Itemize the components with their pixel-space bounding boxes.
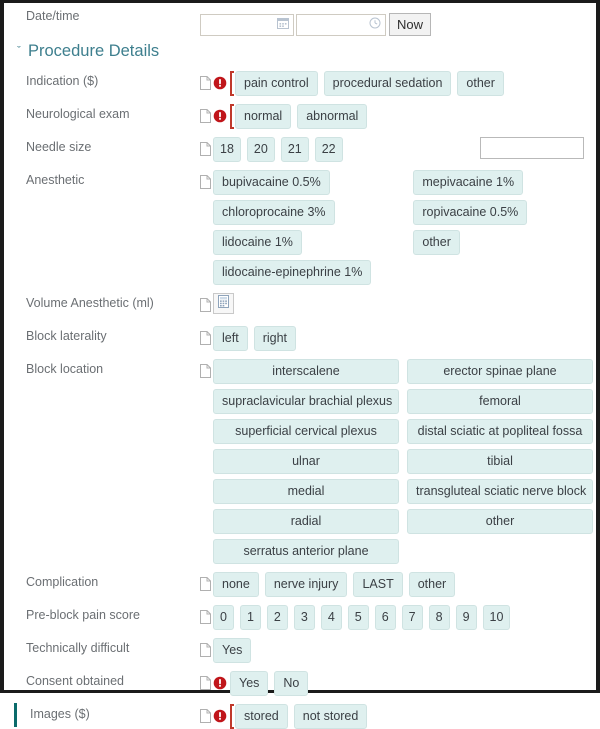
anesthetic-options	[213, 170, 527, 285]
label-indication: Indication ($)	[26, 74, 99, 88]
option-pill[interactable]: other	[413, 230, 460, 255]
option-pill[interactable]: bupivacaine 0.5%	[213, 170, 330, 195]
required-alert-icon	[213, 76, 227, 90]
option-pill[interactable]: not stored	[294, 704, 368, 729]
pain-score-controls	[200, 602, 596, 630]
datetime-controls	[200, 3, 596, 36]
note-icon[interactable]	[200, 643, 211, 657]
required-alert-icon	[213, 109, 227, 123]
option-pill[interactable]: femoral	[407, 389, 593, 414]
option-pill[interactable]: 8	[429, 605, 450, 630]
option-pill[interactable]: superficial cervical plexus	[213, 419, 399, 444]
option-pill[interactable]: No	[274, 671, 308, 696]
option-pill[interactable]: 10	[483, 605, 511, 630]
note-icon[interactable]	[200, 676, 211, 690]
consent-controls	[200, 668, 596, 696]
label-anesthetic: Anesthetic	[26, 173, 85, 187]
option-pill[interactable]: 7	[402, 605, 423, 630]
needle-size-icons	[200, 137, 213, 161]
option-pill[interactable]: radial	[213, 509, 399, 534]
note-icon[interactable]	[200, 175, 211, 189]
anesthetic-column-left	[213, 170, 371, 285]
required-marker-bar	[230, 71, 232, 96]
anesthetic-icons	[200, 170, 213, 194]
option-pill[interactable]: 5	[348, 605, 369, 630]
technically-difficult-controls	[200, 635, 596, 663]
option-pill[interactable]: 22	[315, 137, 343, 162]
option-pill[interactable]: 1	[240, 605, 261, 630]
note-icon[interactable]	[200, 709, 211, 723]
technically-difficult-options	[213, 638, 251, 663]
block-laterality-options	[213, 326, 296, 351]
volume-anesthetic-controls	[200, 290, 596, 317]
needle-size-input[interactable]	[480, 137, 584, 159]
pain-score-icons	[200, 605, 213, 629]
indication-controls	[200, 68, 596, 96]
option-pill[interactable]: lidocaine 1%	[213, 230, 302, 255]
required-marker-bar	[230, 704, 232, 729]
option-pill[interactable]: 2	[267, 605, 288, 630]
option-pill[interactable]: ulnar	[213, 449, 399, 474]
indication-options	[235, 71, 504, 96]
label-technically-difficult: Technically difficult	[26, 641, 130, 655]
option-pill[interactable]: ropivacaine 0.5%	[413, 200, 527, 225]
row-block-location	[4, 356, 596, 564]
option-pill[interactable]: abnormal	[297, 104, 367, 129]
row-pain-score	[4, 602, 596, 630]
row-anesthetic	[4, 167, 596, 285]
block-location-column-right	[407, 359, 593, 564]
label-images: Images ($)	[30, 707, 90, 721]
date-input[interactable]	[200, 14, 294, 36]
clock-icon	[369, 16, 381, 34]
row-needle-size	[4, 134, 596, 162]
row-datetime	[4, 3, 596, 36]
block-location-column-left	[213, 359, 399, 564]
option-pill[interactable]: normal	[235, 104, 291, 129]
row-consent-obtained	[4, 668, 596, 696]
label-block-location: Block location	[26, 362, 104, 376]
option-pill[interactable]: transgluteal sciatic nerve block	[407, 479, 593, 504]
option-pill[interactable]: mepivacaine 1%	[413, 170, 523, 195]
label-neurological-exam: Neurological exam	[26, 107, 130, 121]
volume-icons	[200, 293, 213, 317]
complication-icons	[200, 572, 213, 596]
option-pill[interactable]: 0	[213, 605, 234, 630]
label-datetime: Date/time	[26, 9, 80, 23]
row-images	[4, 701, 596, 729]
option-pill[interactable]: tibial	[407, 449, 593, 474]
row-indication	[4, 68, 596, 96]
option-pill[interactable]: serratus anterior plane	[213, 539, 399, 564]
option-pill[interactable]: LAST	[353, 572, 402, 597]
note-icon[interactable]	[200, 610, 211, 624]
option-pill[interactable]: other	[409, 572, 456, 597]
note-icon[interactable]	[200, 298, 211, 312]
label-volume-anesthetic: Volume Anesthetic (ml)	[26, 296, 154, 310]
images-icons	[200, 704, 230, 728]
note-icon[interactable]	[200, 109, 211, 123]
label-needle-size: Needle size	[26, 140, 92, 154]
option-pill[interactable]: erector spinae plane	[407, 359, 593, 384]
option-pill[interactable]: other	[407, 509, 593, 534]
neuro-icons	[200, 104, 230, 128]
required-marker-bar	[230, 104, 232, 129]
block-laterality-controls	[200, 323, 596, 351]
images-options	[235, 704, 367, 729]
chevron-down-icon[interactable]: ˇ	[17, 45, 21, 57]
anesthetic-controls	[200, 167, 596, 285]
technically-difficult-icons	[200, 638, 213, 662]
option-pill[interactable]: medial	[213, 479, 399, 504]
option-pill[interactable]: stored	[235, 704, 288, 729]
note-icon[interactable]	[200, 577, 211, 591]
time-input[interactable]	[296, 14, 386, 36]
label-block-laterality: Block laterality	[26, 329, 107, 343]
option-pill[interactable]: distal sciatic at popliteal fossa	[407, 419, 593, 444]
option-pill[interactable]: 3	[294, 605, 315, 630]
required-alert-icon	[213, 676, 227, 690]
option-pill[interactable]: Yes	[213, 638, 251, 663]
option-pill[interactable]: interscalene	[213, 359, 399, 384]
option-pill[interactable]: 21	[281, 137, 309, 162]
consent-options	[230, 671, 308, 696]
option-pill[interactable]: 6	[375, 605, 396, 630]
needle-size-controls	[200, 134, 596, 162]
pain-score-options	[213, 605, 510, 630]
needle-size-options	[213, 137, 343, 162]
label-complication: Complication	[26, 575, 99, 589]
row-block-laterality	[4, 323, 596, 351]
label-consent-obtained: Consent obtained	[26, 674, 124, 688]
procedure-form	[4, 3, 596, 729]
option-pill[interactable]: 4	[321, 605, 342, 630]
calculator-button[interactable]	[213, 293, 234, 314]
complication-controls	[200, 569, 596, 597]
block-location-controls	[200, 356, 596, 564]
option-pill[interactable]: Yes	[230, 671, 268, 696]
active-row-indicator	[14, 703, 17, 727]
required-alert-icon	[213, 709, 227, 723]
calendar-icon	[277, 16, 289, 34]
note-icon[interactable]	[200, 331, 211, 345]
option-pill[interactable]: chloroprocaine 3%	[213, 200, 335, 225]
complication-options	[213, 572, 455, 597]
images-controls	[200, 701, 596, 729]
note-icon[interactable]	[200, 364, 211, 378]
note-icon[interactable]	[200, 142, 211, 156]
label-pain-score: Pre-block pain score	[26, 608, 140, 622]
option-pill[interactable]: procedural sedation	[324, 71, 452, 96]
now-button[interactable]: Now	[389, 13, 431, 36]
row-volume-anesthetic	[4, 290, 596, 318]
block-location-icons	[200, 359, 213, 383]
laterality-icons	[200, 326, 213, 350]
anesthetic-column-right	[413, 170, 527, 285]
section-title: Procedure Details	[28, 42, 160, 60]
block-location-options	[213, 359, 593, 564]
calculator-icon	[218, 295, 229, 313]
option-pill[interactable]: right	[254, 326, 296, 351]
option-pill[interactable]: 20	[247, 137, 275, 162]
note-icon[interactable]	[200, 76, 211, 90]
consent-icons	[200, 671, 230, 695]
option-pill[interactable]: none	[213, 572, 259, 597]
row-neurological-exam	[4, 101, 596, 129]
neurological-exam-controls	[200, 101, 596, 129]
neurological-exam-options	[235, 104, 367, 129]
row-technically-difficult	[4, 635, 596, 663]
indication-icons	[200, 71, 230, 95]
option-pill[interactable]: left	[213, 326, 248, 351]
option-pill[interactable]: 18	[213, 137, 241, 162]
row-complication	[4, 569, 596, 597]
option-pill[interactable]: nerve injury	[265, 572, 348, 597]
option-pill[interactable]: pain control	[235, 71, 318, 96]
option-pill[interactable]: supraclavicular brachial plexus	[213, 389, 399, 414]
option-pill[interactable]: 9	[456, 605, 477, 630]
option-pill[interactable]: other	[457, 71, 504, 96]
option-pill[interactable]: lidocaine-epinephrine 1%	[213, 260, 371, 285]
section-header-procedure-details[interactable]	[4, 36, 596, 68]
